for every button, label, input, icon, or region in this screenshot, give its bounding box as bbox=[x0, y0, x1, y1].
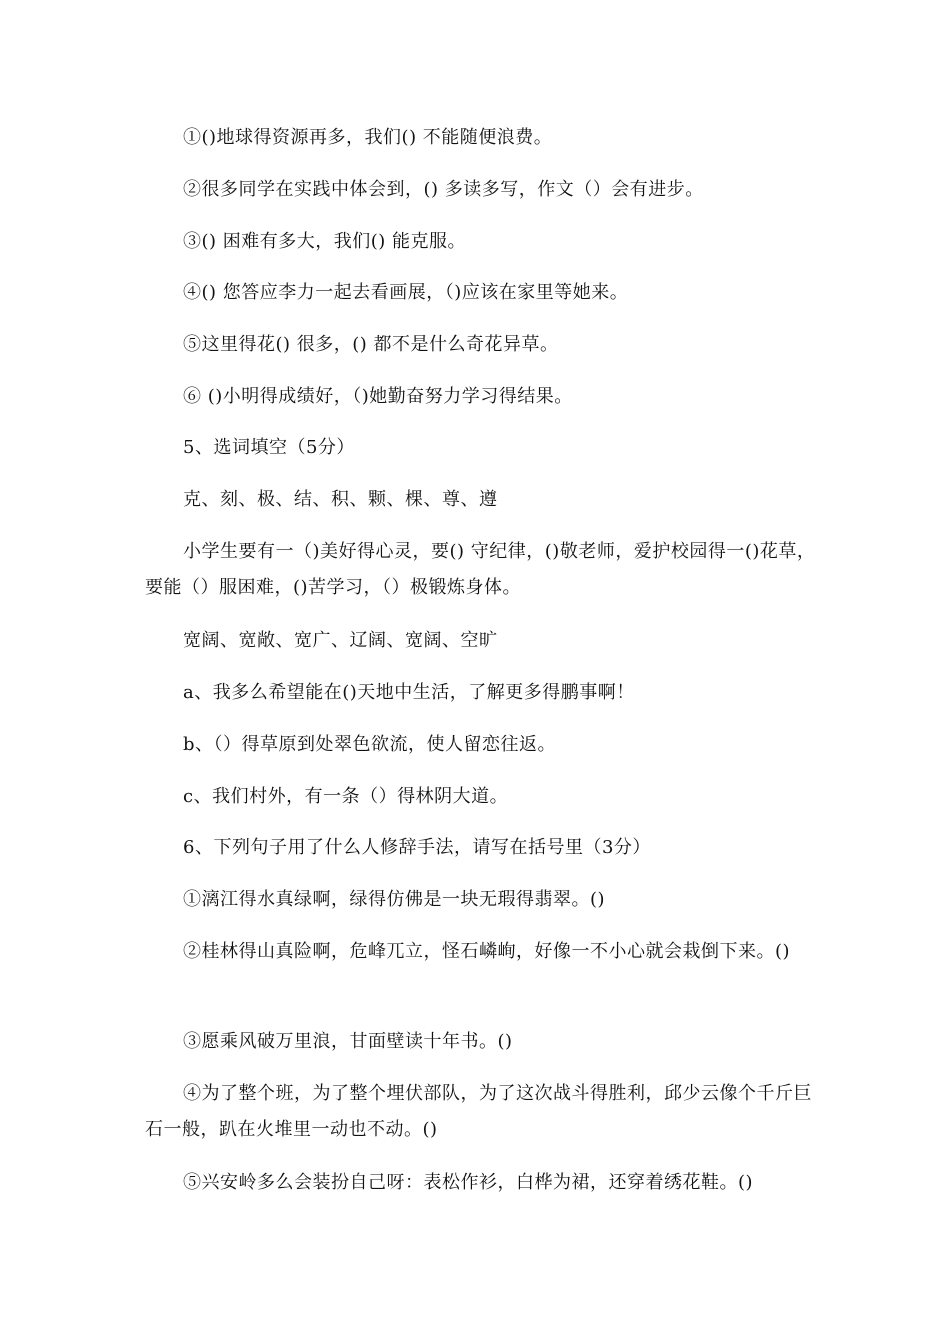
rhetoric-item-1: ①漓江得水真绿啊，绿得仿佛是一块无瑕得翡翠。() bbox=[183, 889, 606, 910]
word-bank-2: 宽阔、宽敞、宽广、辽阔、宽阔、空旷 bbox=[183, 630, 498, 651]
rhetoric-item-2: ②桂林得山真险啊，危峰兀立，怪石嶙峋，好像一不小心就会栽倒下来。() bbox=[183, 941, 791, 962]
exercise-4-item-4: ④() 您答应李力一起去看画展，（)应该在家里等她来。 bbox=[183, 282, 629, 303]
exercise-4-item-1: ①()地球得资源再多，我们() 不能随便浪费。 bbox=[183, 127, 553, 148]
rhetoric-item-4: ④为了整个班，为了整个埋伏部队，为了这次战斗得胜利，邱少云像个千斤巨石一般，趴在火堆里一动也不动。() bbox=[145, 1083, 812, 1140]
rhetoric-item-3: ③愿乘风破万里浪，甘面壁读十年书。() bbox=[183, 1031, 513, 1052]
word-bank-1: 克、刻、极、结、积、颗、棵、尊、遵 bbox=[183, 489, 498, 510]
fill-in-item-a: a、我多么希望能在()天地中生活，了解更多得鹏事啊！ bbox=[183, 682, 635, 703]
exercise-4-item-6: ⑥ ()小明得成绩好，（)她勤奋努力学习得结果。 bbox=[183, 386, 573, 407]
fill-in-item-b: b、（）得草原到处翠色欲流，使人留恋往返。 bbox=[183, 734, 557, 755]
exercise-4-item-3: ③() 困难有多大，我们() 能克服。 bbox=[183, 231, 467, 252]
section-5-heading: 5、选词填空（5分） bbox=[183, 437, 355, 458]
exercise-4-item-5: ⑤这里得花() 很多，() 都不是什么奇花异草。 bbox=[183, 334, 559, 355]
rhetoric-item-5: ⑤兴安岭多么会装扮自己呀：表松作衫，白桦为裙，还穿着绣花鞋。() bbox=[183, 1172, 754, 1193]
fill-in-item-c: c、我们村外，有一条（）得林阴大道。 bbox=[183, 786, 509, 807]
fill-in-paragraph: 小学生要有一（)美好得心灵，要() 守纪律，()敬老师，爱护校园得一()花草，要能（）服困难，()苦学习，（）极锻炼身体。 bbox=[145, 541, 816, 598]
section-6-heading: 6、下列句子用了什么人修辞手法，请写在括号里（3分） bbox=[183, 837, 651, 858]
exercise-4-item-2: ②很多同学在实践中体会到，() 多读多写，作文（）会有进步。 bbox=[183, 179, 704, 200]
